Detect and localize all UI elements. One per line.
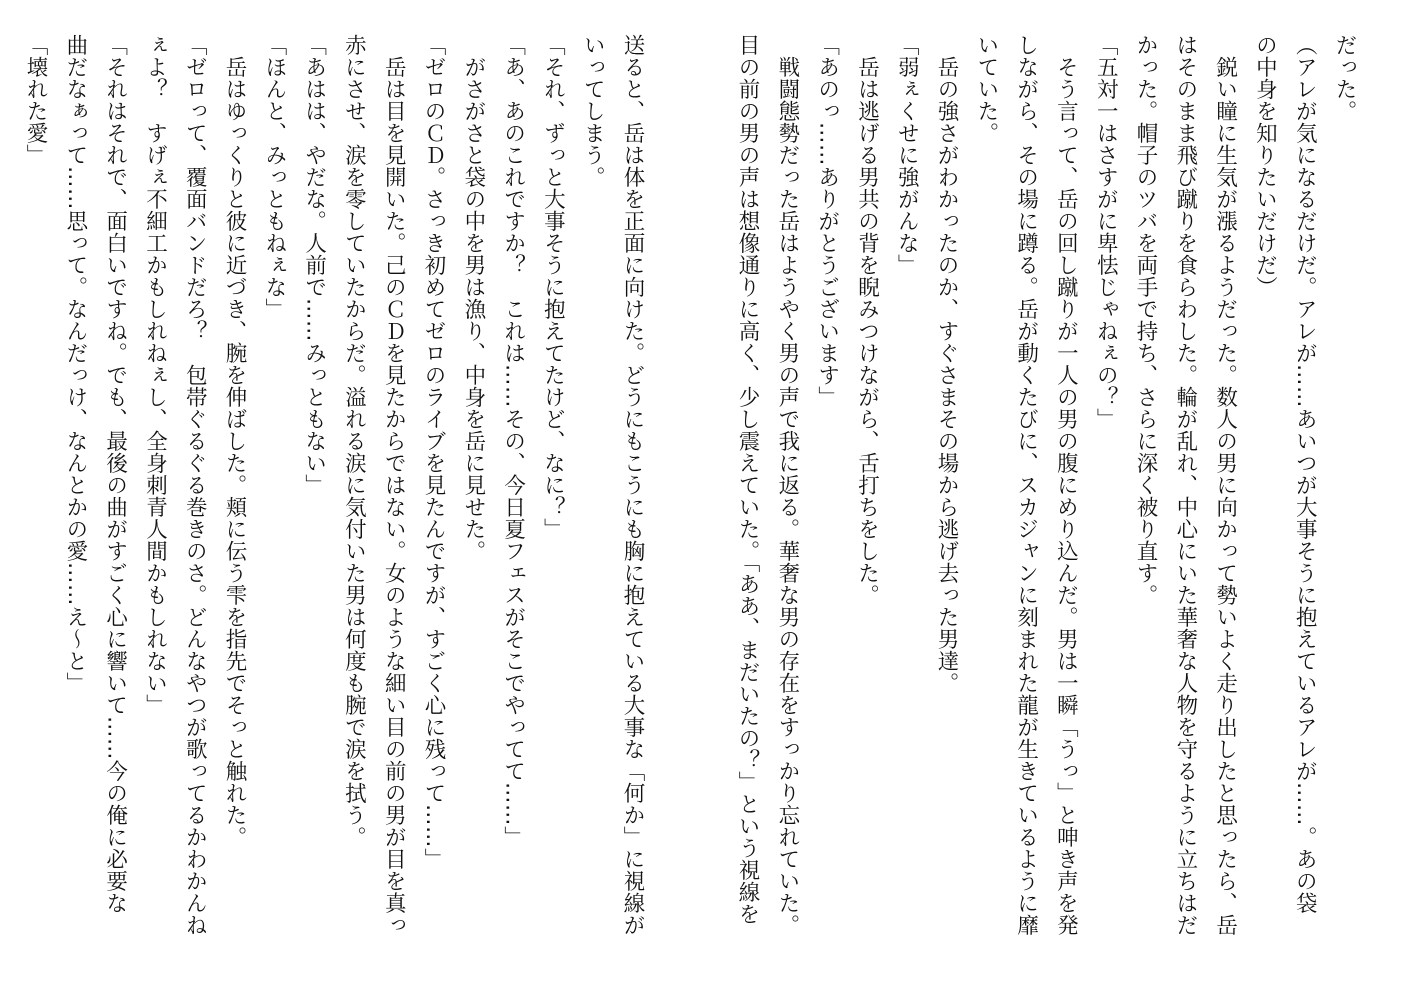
text-line: 「ゼロって、覆面バンドだろ？ 包帯ぐるぐる巻きのさ。どんなやつが歌ってるかわかんね — [182, 34, 208, 936]
text-line: 「ほんと、みっともねぇな」 — [261, 34, 287, 320]
left-page-text-column — [23, 34, 652, 974]
text-line: いってしまう。 — [580, 34, 606, 188]
text-line: （アレが気になるだけだ。アレが……あいつが大事そうに抱えているアレが……。あの袋 — [1292, 34, 1318, 914]
text-line: 岳は逃げる男共の背を睨みつけながら、舌打ちをした。 — [854, 34, 880, 606]
text-line: がさがさと袋の中を男は漁り、中身を岳に見せた。 — [460, 34, 486, 562]
text-line: 目の前の男の声は想像通りに高く、少し震えていた。「ああ、まだいたの？」という視線を — [735, 34, 761, 926]
text-line: だった。 — [1332, 34, 1357, 122]
text-line: 「壊れた愛」 — [23, 34, 49, 166]
text-line: 「ゼロのＣＤ。さっき初めてゼロのライブを見たんですが、すごく心に残って……」 — [421, 34, 447, 870]
text-line: 赤にさせ、涙を零していたからだ。溢れる涙に気付いた男は何度も腕で涙を拭う。 — [341, 34, 367, 848]
text-line: はそのまま飛び蹴りを食らわした。輪が乱れ、中心にいた華奢な人物を守るように立ちはだ — [1172, 34, 1198, 936]
text-line: 「それはそれで、面白いですね。でも、最後の曲がすごく心に響いて……今の俺に必要な — [102, 34, 128, 914]
text-line: 「あのっ……ありがとうございます」 — [814, 34, 840, 408]
text-line: 岳はゆっくりと彼に近づき、腕を伸ばした。頬に伝う雫を指先でそっと触れた。 — [222, 34, 248, 848]
text-line: しながら、その場に蹲る。岳が動くたびに、スカジャンに刻まれた龍が生きているように靡 — [1013, 34, 1039, 936]
text-line: 「それ、ずっと大事そうに抱えてたけど、なに？」 — [540, 34, 566, 540]
text-line: 「五対一はさすがに卑怯じゃねぇの？」 — [1093, 34, 1119, 430]
text-line: の中身を知りたいだけだ） — [1252, 34, 1278, 298]
text-line: 鋭い瞳に生気が漲るようだった。数人の男に向かって勢いよく走り出したと思ったら、岳 — [1212, 34, 1238, 936]
text-line: そう言って、岳の回し蹴りが一人の男の腹にめり込んだ。男は一瞬「うっ」と呻き声を発 — [1053, 34, 1079, 936]
text-line: 岳の強さがわかったのか、すぐさまその場から逃げ去った男達。 — [934, 34, 960, 694]
text-line: いていた。 — [973, 34, 999, 144]
text-line: 「あはは、やだな。人前で……みっともない」 — [301, 34, 327, 496]
text-line: 「弱ぇくせに強がんな」 — [894, 34, 920, 276]
text-line: かった。帽子のツバを両手で持ち、さらに深く被り直す。 — [1133, 34, 1159, 606]
text-line: 戦闘態勢だった岳はようやく男の声で我に返る。華奢な男の存在をすっかり忘れていた。 — [774, 34, 800, 936]
text-line: 「あ、あのこれですか？ これは……その、今日夏フェスがそこでやってて……」 — [500, 34, 526, 848]
text-line: 岳は目を見開いた。己のＣＤを見たからではない。女のような細い目の前の男が目を真っ — [381, 34, 407, 936]
text-line: ぇよ？ すげぇ不細工かもしれねぇし、全身刺青人間かもしれない」 — [142, 34, 168, 716]
text-line: 曲だなぁって……思って。なんだっけ、なんとかの愛……え～と」 — [62, 34, 88, 694]
right-page-text-column — [735, 34, 1364, 974]
text-line: 送ると、岳は体を正面に向けた。どうにもこうにも胸に抱えている大事な「何か」に視線が — [620, 34, 645, 936]
